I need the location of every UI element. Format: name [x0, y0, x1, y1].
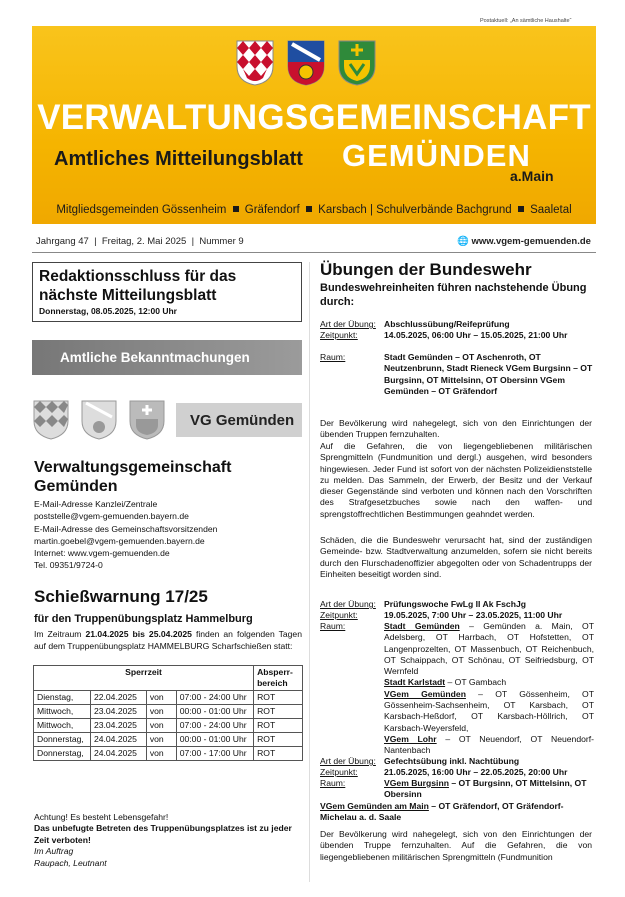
karsbach-crest-icon — [338, 40, 376, 86]
intro-text: Im Zeitraum — [34, 629, 86, 639]
vg-contact-block — [34, 498, 302, 572]
warning-title: Schießwarnung 17/25 — [34, 587, 208, 606]
graefendorf-crest-icon — [287, 40, 325, 86]
cell-von: von — [146, 719, 176, 733]
cell-date: 24.04.2025 — [90, 733, 146, 747]
ex2-area-detail: – Gemünden a. Main, OT Adelsberg, OT Harrbach, OT Hofstetten, OT Langenprozelten, OT Massenbuch, OT Reichenbuch, OT Schaippach, OT Schönau, OT Seifriedsburg, OT Wernfeld — [384, 621, 594, 677]
cell-area: ROT — [254, 747, 303, 761]
table-row — [34, 733, 303, 747]
label-raum: Raum: — [320, 352, 346, 362]
cell-day: Donnerstag, — [34, 747, 91, 761]
cell-von: von — [146, 691, 176, 705]
ex3-raum-2 — [320, 801, 592, 824]
danger-notice: Achtung! Es besteht Lebensgefahr! — [34, 812, 169, 822]
cell-date: 23.04.2025 — [90, 705, 146, 719]
ex3-zeit: 21.05.2025, 16:00 Uhr – 22.05.2025, 20:00 Uhr — [384, 767, 568, 777]
cell-time: 07:00 - 24:00 Uhr — [176, 719, 253, 733]
goessenheim-crest-icon — [236, 40, 274, 86]
ex3-area-detail: – OT Gräfendorf, OT Gräfendorf-Michelau a. d. Saale — [320, 801, 564, 823]
ex2-area-detail: – OT Neuendorf, OT Neuendorf-Nantenbach — [384, 733, 594, 756]
ex2-area-detail: – OT Gambach — [445, 677, 507, 688]
school-association: Schulverbände Bachgrund — [376, 204, 512, 216]
header-sperrzeit: Sperrzeit — [34, 666, 254, 691]
vg-email-chair[interactable]: martin.goebel@vgem-gemuenden.bayern.de — [34, 535, 205, 546]
bw-para-2: Auf die Gefahren, die von liegengebliebenen militärischen Sprengmitteln (Fundmunition und dergl.) ausgehen, wird besonders hingewiesen. Jeder Fund ist sofort von der nächsten Polizeidienststelle zu melden. Das Sammeln, der Erwerb, der Besitz und der Verkauf dieser Gegenstände sind verboten und können nach den Vorschriften des Strafgesetzbuches sowie nach den waffen- und sprengstoffrechtlichen Bestimmungen geahndet werden. — [320, 441, 592, 519]
table-row — [34, 719, 303, 733]
ex2-zeit: 19.05.2025, 7:00 Uhr – 23.05.2025, 11:00 Uhr — [384, 610, 563, 620]
signature-name: Raupach, Leutnant — [34, 857, 107, 868]
masthead-town: GEMÜNDEN — [342, 138, 531, 173]
ex1-art: Abschlussübung/Reifeprüfung — [384, 319, 510, 329]
warning-subtitle: für den Truppenübungsplatz Hammelburg — [34, 613, 253, 625]
ex2-area-name: Stadt Gemünden — [384, 621, 460, 631]
ex2-area-name: VGem Lohr — [384, 733, 437, 744]
member-karsbach: Karsbach — [318, 204, 367, 216]
column-divider — [309, 262, 310, 882]
ex3-art: Gefechtsübung inkl. Nachtübung — [384, 756, 520, 766]
table-header-row — [34, 666, 303, 691]
postal-note: Postaktuell: „An sämtliche Haushalte“ — [480, 18, 572, 24]
deadline-date: Donnerstag, 08.05.2025, 12:00 Uhr — [39, 306, 177, 316]
members-prefix: Mitgliedsgemeinden — [56, 204, 159, 216]
ex2-area-name: VGem Gemünden — [384, 688, 466, 699]
masthead-title: VERWALTUNGSGEMEINSCHAFT — [37, 98, 591, 137]
cell-von: von — [146, 705, 176, 719]
ex2-area-detail: – OT Gössenheim, OT Gössenheim-Sachsenheim, OT Karsbach, OT Karsbach-Heßdorf, OT Karsbach-Höllrich, OT Karsbach-Weyersfeld, — [384, 688, 594, 733]
vg-contact-line: E-Mail-Adresse Kanzlei/Zentrale — [34, 499, 158, 509]
ex3-area-detail: – OT Burgsinn, OT Mittelsinn, OT Obersinn — [384, 778, 587, 800]
ex3-area-name: VGem Gemünden am Main — [320, 801, 429, 811]
label-art: Art der Übung: — [320, 756, 376, 766]
ex3-area-name: VGem Burgsinn — [384, 778, 449, 788]
deadline-title: Redaktionsschluss für das nächste Mitteilungsblatt — [39, 268, 237, 304]
cell-date: 23.04.2025 — [90, 719, 146, 733]
label-zeit: Zeitpunkt: — [320, 767, 358, 777]
entry-prohibited: Das unbefugte Betreten des Truppenübungsplatzes ist zu jeder Zeit verboten! — [34, 823, 292, 845]
vg-label: VG Gemünden — [176, 403, 302, 437]
cell-area: ROT — [254, 733, 303, 747]
vg-contact-line: E-Mail-Adresse des Gemeinschaftsvorsitzenden — [34, 523, 218, 534]
bw-para-1: Der Bevölkerung wird nahegelegt, sich von den Einrichtungen der übenden Truppen fernzuhalten. — [320, 418, 592, 440]
website-url[interactable]: www.vgem-gemuenden.de — [471, 236, 591, 247]
ex2-area-name: Stadt Karlstadt — [384, 677, 446, 688]
firing-schedule-table — [33, 665, 303, 761]
signature-line: Im Auftrag — [34, 846, 74, 857]
cell-time: 00:00 - 01:00 Uhr — [176, 705, 253, 719]
label-raum: Raum: — [320, 778, 346, 788]
vg-heading: Verwaltungsgemeinschaft Gemünden — [34, 459, 232, 495]
label-raum: Raum: — [320, 621, 346, 631]
ex3-raum — [384, 778, 594, 801]
cell-day: Dienstag, — [34, 691, 91, 705]
label-zeit: Zeitpunkt: — [320, 610, 358, 620]
vg-section-header — [32, 397, 302, 443]
label-art: Art der Übung: — [320, 599, 376, 609]
deadline-box — [32, 262, 302, 322]
bw-para-3: Schäden, die die Bundeswehr verursacht hat, sind der zuständigen Gemeinde- bzw. Stadtverwaltung anzumelden, sofern sie nicht bereits durch den Flurschadenoffizier abgegolten oder von Schadentrupps der Einheiten beseitigt worden sind. — [320, 535, 592, 579]
cell-date: 24.04.2025 — [90, 747, 146, 761]
saaletal: Saaletal — [530, 204, 572, 216]
intro-text: finden an folgenden Tagen auf dem Truppenübungsplatz HAMMELBURG Scharfschießen statt: — [34, 629, 302, 651]
cell-area: ROT — [254, 719, 303, 733]
label-zeit: Zeitpunkt: — [320, 330, 358, 340]
website-link[interactable] — [457, 236, 591, 247]
vg-phone: Tel. 09351/9724-0 — [34, 560, 103, 571]
section-bar — [32, 340, 302, 375]
separator: | — [369, 204, 377, 216]
masthead-subtitle: Amtliches Mitteilungsblatt — [54, 148, 303, 170]
table-row — [34, 705, 303, 719]
cell-von: von — [146, 747, 176, 761]
globe-icon: 🌐 — [457, 236, 469, 247]
issue-info: Jahrgang 47 | Freitag, 2. Mai 2025 | Nummer 9 — [36, 236, 244, 247]
member-communities-line — [32, 204, 596, 216]
bullet-square-icon — [518, 206, 524, 212]
cell-area: ROT — [254, 705, 303, 719]
member-graefendorf: Gräfendorf — [244, 204, 300, 216]
cell-time: 07:00 - 24:00 Uhr — [176, 691, 253, 705]
cell-day: Mittwoch, — [34, 705, 91, 719]
section-bar-label: Amtliche Bekanntmachungen — [60, 350, 250, 365]
bw-para-4: Der Bevölkerung wird nahegelegt, sich von den Einrichtungen der übenden Truppe fernzuhalten. Auf die Gefahren, die von liegengebliebenen militärischen Sprengmitteln (Fundmunition — [320, 829, 592, 862]
member-goessenheim: Gössenheim — [161, 204, 227, 216]
header-divider — [32, 252, 596, 253]
cell-time: 07:00 - 17:00 Uhr — [176, 747, 253, 761]
cell-date: 22.04.2025 — [90, 691, 146, 705]
vg-email-office[interactable]: poststelle@vgem-gemuenden.bayern.de — [34, 511, 189, 522]
header-absperrbereich: Absperr-bereich — [254, 666, 303, 691]
warning-intro — [34, 629, 302, 652]
ex1-zeit: 14.05.2025, 06:00 Uhr – 15.05.2025, 21:00 Uhr — [384, 330, 568, 340]
bw-title: Übungen der Bundeswehr — [320, 260, 532, 279]
intro-period: 21.04.2025 bis 25.04.2025 — [85, 629, 192, 639]
ex2-raum — [384, 621, 594, 757]
cell-day: Donnerstag, — [34, 733, 91, 747]
label-art: Art der Übung: — [320, 319, 376, 329]
masthead-banner — [32, 26, 596, 224]
cell-time: 00:00 - 01:00 Uhr — [176, 733, 253, 747]
vg-internet[interactable]: Internet: www.vgem-gemuenden.de — [34, 548, 170, 559]
cell-von: von — [146, 733, 176, 747]
table-row — [34, 691, 303, 705]
table-row — [34, 747, 303, 761]
ex2-art: Prüfungswoche FwLg II Ak FschJg — [384, 599, 526, 609]
bullet-square-icon — [306, 206, 312, 212]
warning-footer — [34, 812, 302, 869]
vg-crests-icon — [32, 397, 180, 443]
ex1-raum: Stadt Gemünden – OT Aschenroth, OT Neutzenbrunn, Stadt Rieneck VGem Burgsinn – OT Burgsinn, OT Mittelsinn, OT Obersinn VGem Gemünden – OT Gräfendorf — [384, 352, 593, 396]
bullet-square-icon — [233, 206, 239, 212]
cell-area: ROT — [254, 691, 303, 705]
cell-day: Mittwoch, — [34, 719, 91, 733]
masthead-town-suffix: a.Main — [510, 168, 554, 184]
bw-subtitle: Bundeswehreinheiten führen nachstehende Übung durch: — [320, 282, 587, 308]
